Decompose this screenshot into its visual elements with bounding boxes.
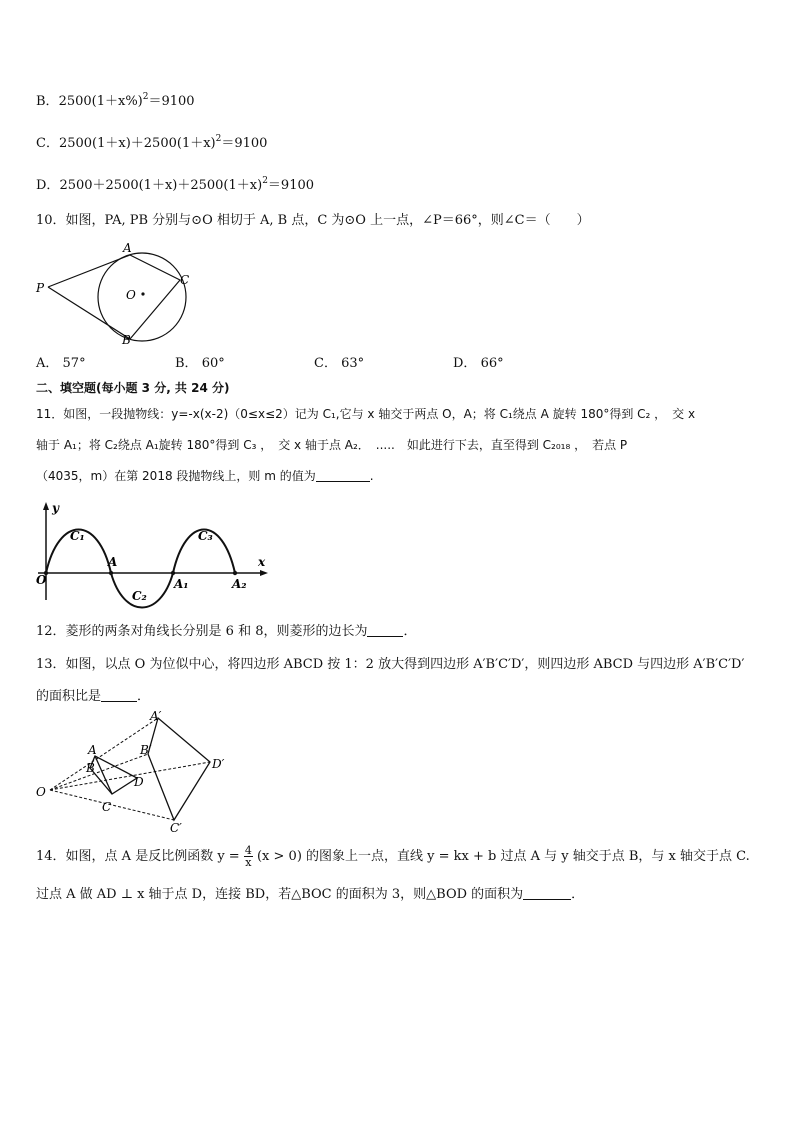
chord-bc — [130, 280, 180, 339]
label-b-prime: B′ — [140, 743, 152, 757]
q13-line2-text: 的面积比是 — [36, 689, 102, 704]
choice-letter: A． — [36, 356, 59, 371]
label-o: O — [36, 573, 47, 587]
label-p: P — [36, 281, 45, 295]
answer-blank — [101, 689, 137, 702]
q10-choice-d — [453, 352, 504, 371]
choice-letter: D． — [453, 356, 477, 371]
fraction-4-over-x — [244, 845, 253, 868]
q10-choice-a — [36, 352, 86, 371]
label-x: x — [258, 555, 266, 569]
label-a2: A₂ — [232, 577, 247, 591]
q11-line3-end: . — [369, 469, 374, 483]
choice-value: 63° — [341, 356, 365, 371]
fraction-numerator: 4 — [244, 844, 252, 857]
point-a — [109, 571, 113, 575]
q13-line2 — [36, 688, 150, 706]
circle-o — [98, 253, 186, 341]
option-rhs: ＝9100 — [221, 136, 268, 151]
label-a: A — [123, 242, 132, 255]
label-a: A — [108, 555, 118, 569]
choice-letter: B． — [175, 356, 198, 371]
q12 — [36, 623, 417, 641]
label-a: A — [88, 743, 97, 757]
q11-line1: 11．如图，一段抛物线：y=-x(x-2)（0≤x≤2）记为 C₁,它与 x 轴交于两点 O，A；将 C₁绕点 A 旋转 180°得到 C₂ ， 交 x — [36, 407, 696, 421]
center-dot — [141, 292, 144, 295]
q13-line1: 13．如图，以点 O 为位似中心，将四边形 ABCD 按 1：2 放大得到四边形 A′B′C′D′，则四边形 ABCD 与四边形 A′B′C′D′ — [36, 657, 745, 672]
quad-a2b2c2d2 — [148, 718, 210, 820]
option-rhs: ＝9100 — [267, 178, 315, 193]
label-a1: A₁ — [174, 577, 189, 591]
chord-ac — [130, 255, 180, 280]
point-a1 — [171, 571, 175, 575]
label-c1: C₁ — [70, 529, 85, 543]
option-expression: 2500＋2500(1＋x)＋2500(1＋x) — [59, 178, 263, 193]
q14-part1: 14．如图，点 A 是反比例函数 y = — [36, 849, 240, 864]
homothety-rays — [50, 718, 210, 820]
q10-stem: 10．如图，PA, PB 分别与⊙O 相切于 A, B 点，C 为⊙O 上一点，∠P＝66°，则∠C＝（ ） — [36, 213, 590, 228]
label-b: B — [122, 333, 131, 346]
tangent-pa — [48, 255, 130, 287]
tangent-pb — [48, 287, 130, 339]
label-b: B — [86, 761, 95, 775]
option-letter: C． — [36, 136, 59, 151]
label-y: y — [52, 501, 59, 515]
choice-value: 57° — [62, 356, 86, 371]
label-d-prime: D′ — [212, 757, 225, 771]
q11-figure — [34, 500, 270, 610]
q14-line2-end: ． — [571, 887, 585, 902]
small-diagonal — [95, 756, 112, 794]
label-c2: C₂ — [132, 589, 147, 603]
option-letter: D． — [36, 178, 60, 193]
label-c-prime: C′ — [170, 821, 182, 835]
q11-line3-text: （4035，m）在第 2018 段抛物线上，则 m 的值为 — [36, 469, 316, 483]
label-a-prime: A′ — [150, 709, 162, 723]
point-a2 — [233, 571, 237, 575]
q14-line1 — [36, 844, 750, 870]
choice-value: 60° — [201, 356, 225, 371]
label-o: O — [126, 288, 136, 302]
q13-figure — [30, 708, 240, 836]
q9-option-b — [36, 88, 195, 111]
q14-line2-text: 过点 A 做 AD ⊥ x 轴于点 D，连接 BD，若△BOC 的面积为 3，则△BOD 的面积为 — [36, 887, 524, 902]
label-d: D — [134, 775, 144, 789]
q13-line2-end: ． — [137, 689, 151, 704]
option-expression: 2500(1＋x%) — [58, 94, 143, 109]
label-c: C — [180, 273, 190, 287]
option-rhs: ＝9100 — [148, 94, 195, 109]
option-exponent: 2 — [142, 92, 149, 102]
answer-blank — [367, 624, 403, 637]
label-o: O — [36, 785, 46, 799]
choice-value: 66° — [480, 356, 504, 371]
q14-part2: (x > 0) 的图象上一点，直线 y = kx + b 过点 A 与 y 轴交于点 B，与 x 轴交于点 C. — [256, 849, 750, 864]
answer-blank — [523, 887, 571, 900]
label-c: C — [102, 800, 112, 814]
choice-letter: C． — [314, 356, 337, 371]
option-exponent: 2 — [262, 176, 268, 186]
option-expression: 2500(1＋x)＋2500(1＋x) — [58, 136, 216, 151]
q12-end: ． — [403, 624, 417, 639]
fraction-denominator: x — [245, 856, 252, 869]
q10-choice-c — [314, 352, 364, 371]
q10-figure — [30, 242, 210, 346]
section-title: 二、填空题(每小题 3 分, 共 24 分) — [36, 381, 230, 395]
q11-line2: 轴于 A₁；将 C₂绕点 A₁旋转 180°得到 C₃ ， 交 x 轴于点 A₂． ..... 如此进行下去，直至得到 C₂₀₁₈ ， 若点 P — [36, 438, 628, 452]
answer-blank — [316, 469, 370, 482]
option-letter: B． — [36, 94, 59, 109]
q12-text: 12．菱形的两条对角线长分别是 6 和 8，则菱形的边长为 — [36, 624, 368, 639]
q9-option-c — [36, 130, 267, 153]
q9-option-d — [36, 172, 314, 195]
option-exponent: 2 — [215, 134, 222, 144]
q10-choice-b — [175, 352, 225, 371]
y-axis-arrow — [43, 502, 49, 510]
q11-line3 — [36, 467, 374, 485]
label-c3: C₃ — [198, 529, 213, 543]
q14-line2 — [36, 886, 584, 904]
x-axis-arrow — [260, 570, 268, 576]
